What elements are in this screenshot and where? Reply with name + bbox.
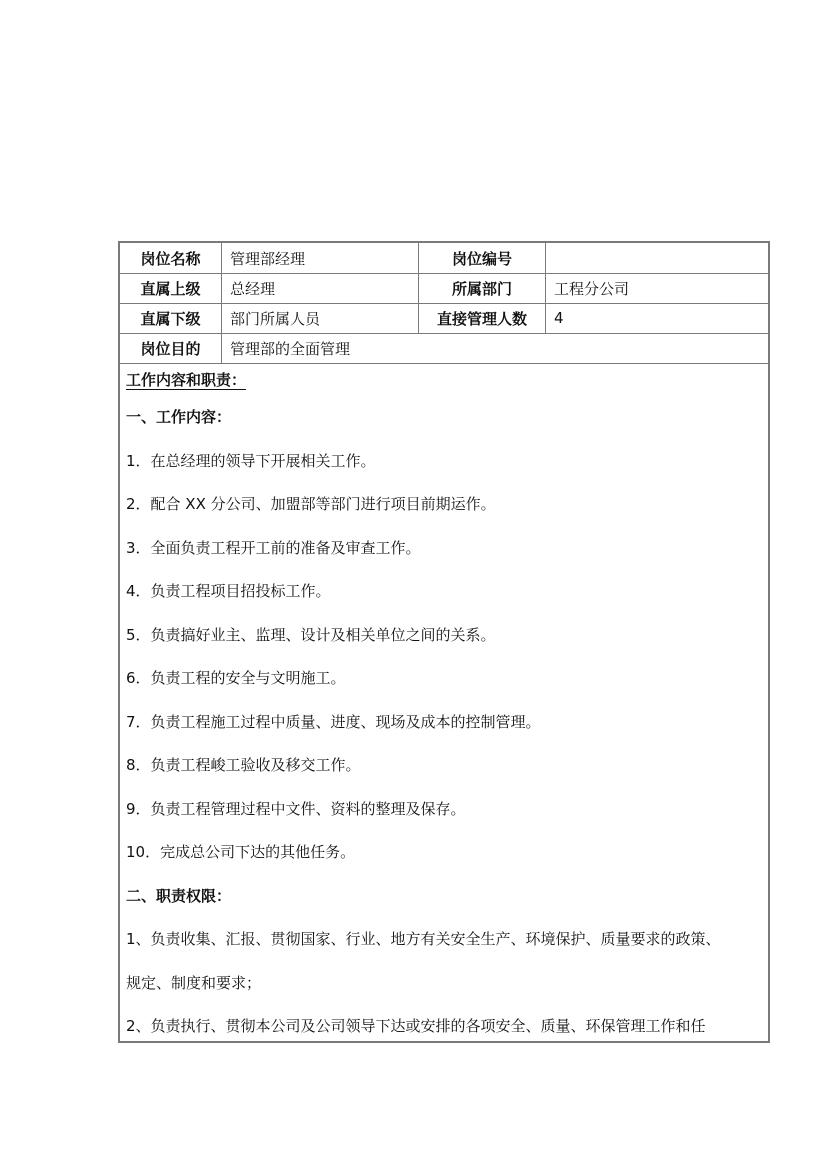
list-item: 2、负责执行、贯彻本公司及公司领导下达或安排的各项安全、质量、环保管理工作和任 bbox=[126, 1017, 706, 1035]
value-department: 工程分公司 bbox=[554, 279, 630, 298]
label-purpose: 岗位目的 bbox=[120, 333, 222, 363]
list-item: 4．负责工程项目招投标工作。 bbox=[126, 582, 331, 600]
value-subordinates: 部门所属人员 bbox=[222, 303, 419, 333]
section-heading: 二、职责权限： bbox=[126, 886, 232, 905]
table-row bbox=[120, 273, 768, 304]
value-superior: 总经理 bbox=[222, 273, 419, 303]
value-position-name: 管理部经理 bbox=[222, 243, 419, 273]
list-item: 8．负责工程峻工验收及移交工作。 bbox=[126, 756, 361, 774]
value-purpose: 管理部的全面管理 bbox=[230, 339, 351, 358]
list-item: 5．负责搞好业主、监理、设计及相关单位之间的关系。 bbox=[126, 625, 496, 644]
table-row bbox=[120, 243, 768, 274]
table-row bbox=[120, 333, 768, 364]
list-item: 2．配合 XX 分公司、加盟部等部门进行项目前期运作。 bbox=[126, 495, 496, 513]
table-row bbox=[120, 303, 768, 334]
list-item: 规定、制度和要求； bbox=[126, 973, 262, 992]
list-item: 1、负责收集、汇报、贯彻国家、行业、地方有关安全生产、环境保护、质量要求的政策、 bbox=[126, 930, 721, 948]
label-position-name: 岗位名称 bbox=[120, 243, 222, 273]
list-item: 9．负责工程管理过程中文件、资料的整理及保存。 bbox=[126, 799, 466, 818]
list-item: 6．负责工程的安全与文明施工。 bbox=[126, 669, 346, 687]
list-item: 7．负责工程施工过程中质量、进度、现场及成本的控制管理。 bbox=[126, 712, 541, 731]
duties-title-text: 工作内容和职责： bbox=[126, 371, 247, 389]
job-description-table bbox=[118, 241, 770, 1043]
label-department: 所属部门 bbox=[419, 273, 546, 303]
duties-section bbox=[126, 364, 762, 1049]
list-item: 3．全面负责工程开工前的准备及审查工作。 bbox=[126, 538, 421, 557]
duties-title bbox=[126, 364, 762, 396]
section-heading: 一、工作内容： bbox=[126, 408, 232, 426]
value-direct-reports: 4 bbox=[554, 309, 564, 327]
list-item: 1．在总经理的领导下开展相关工作。 bbox=[126, 451, 376, 470]
label-position-code: 岗位编号 bbox=[419, 243, 546, 273]
label-superior: 直属上级 bbox=[120, 273, 222, 303]
label-subordinates: 直属下级 bbox=[120, 303, 222, 333]
value-position-code bbox=[546, 243, 768, 273]
label-direct-reports: 直接管理人数 bbox=[419, 303, 546, 333]
list-item: 10．完成总公司下达的其他任务。 bbox=[126, 843, 356, 861]
